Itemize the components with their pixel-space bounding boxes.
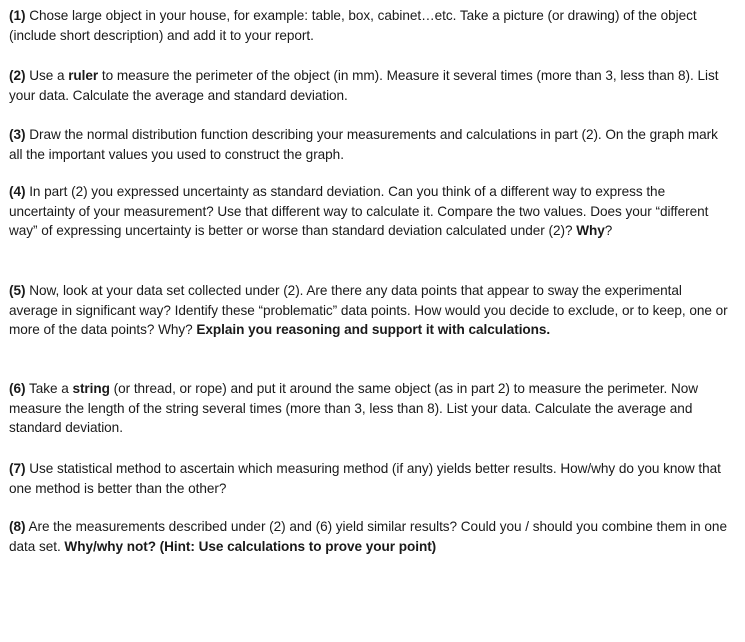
question-text: (or thread, or rope) and put it around the same object (as in part 2) to measure the perimeter. Now measure the length of the string several times (more than 3, less than 8). List your data. Calculate the average and standard deviation. [9, 381, 699, 436]
question-number: (5) [9, 283, 26, 298]
question-number: (3) [9, 127, 26, 142]
question-text: Use statistical method to ascertain which measuring method (if any) yields better results. How/why do you know that one method is better than the other? [9, 461, 721, 496]
question-6 [9, 379, 731, 438]
question-text: to measure the perimeter of the object (in mm). Measure it several times (more than 3, less than 8). List your data. Calculate the average and standard deviation. [9, 68, 719, 103]
question-number: (6) [9, 381, 26, 396]
emphasis-text: Why/why not? (Hint: Use calculations to prove your point) [64, 538, 437, 554]
question-text: Are the measurements described under (2) and (6) yield similar results? Could you / should you combine them in one data set. [9, 519, 727, 554]
emphasis-text: Explain you reasoning and support it with calculations. [196, 322, 551, 338]
question-number: (8) [9, 519, 26, 534]
question-4 [9, 182, 731, 241]
question-text: Now, look at your data set collected under (2). Are there any data points that appear to sway the experimental average in significant way? Identify these “problematic” data points. How would you decide to exclude, or to keep, one or more of the data points? Why? [9, 283, 728, 338]
question-text: In part (2) you expressed uncertainty as standard deviation. Can you think of a different way to express the uncertainty of your measurement? Use that different way to calculate it. Compare the two values. Does your “different way” of expressing uncertainty is better or worse than standard deviation calculated under (2)? [9, 184, 709, 239]
question-7 [9, 459, 731, 498]
question-1 [9, 6, 731, 45]
question-number: (4) [9, 184, 26, 199]
emphasis-text: ruler [68, 68, 99, 83]
question-8 [9, 517, 731, 556]
question-number: (1) [9, 8, 26, 23]
question-number: (7) [9, 461, 26, 476]
question-text: ? [604, 223, 613, 239]
question-3 [9, 125, 731, 164]
question-number: (2) [9, 68, 26, 83]
question-2 [9, 66, 731, 105]
emphasis-text: string [72, 381, 110, 396]
question-5 [9, 281, 731, 340]
question-text: Take a [25, 381, 73, 396]
question-text: Chose large object in your house, for example: table, box, cabinet…etc. Take a picture (or drawing) of the object (include short description) and add it to your report. [9, 8, 697, 43]
question-text: Draw the normal distribution function describing your measurements and calculations in part (2). On the graph mark all the important values you used to construct the graph. [9, 127, 718, 162]
emphasis-text: Why [576, 223, 605, 239]
question-text: Use a [25, 68, 69, 83]
